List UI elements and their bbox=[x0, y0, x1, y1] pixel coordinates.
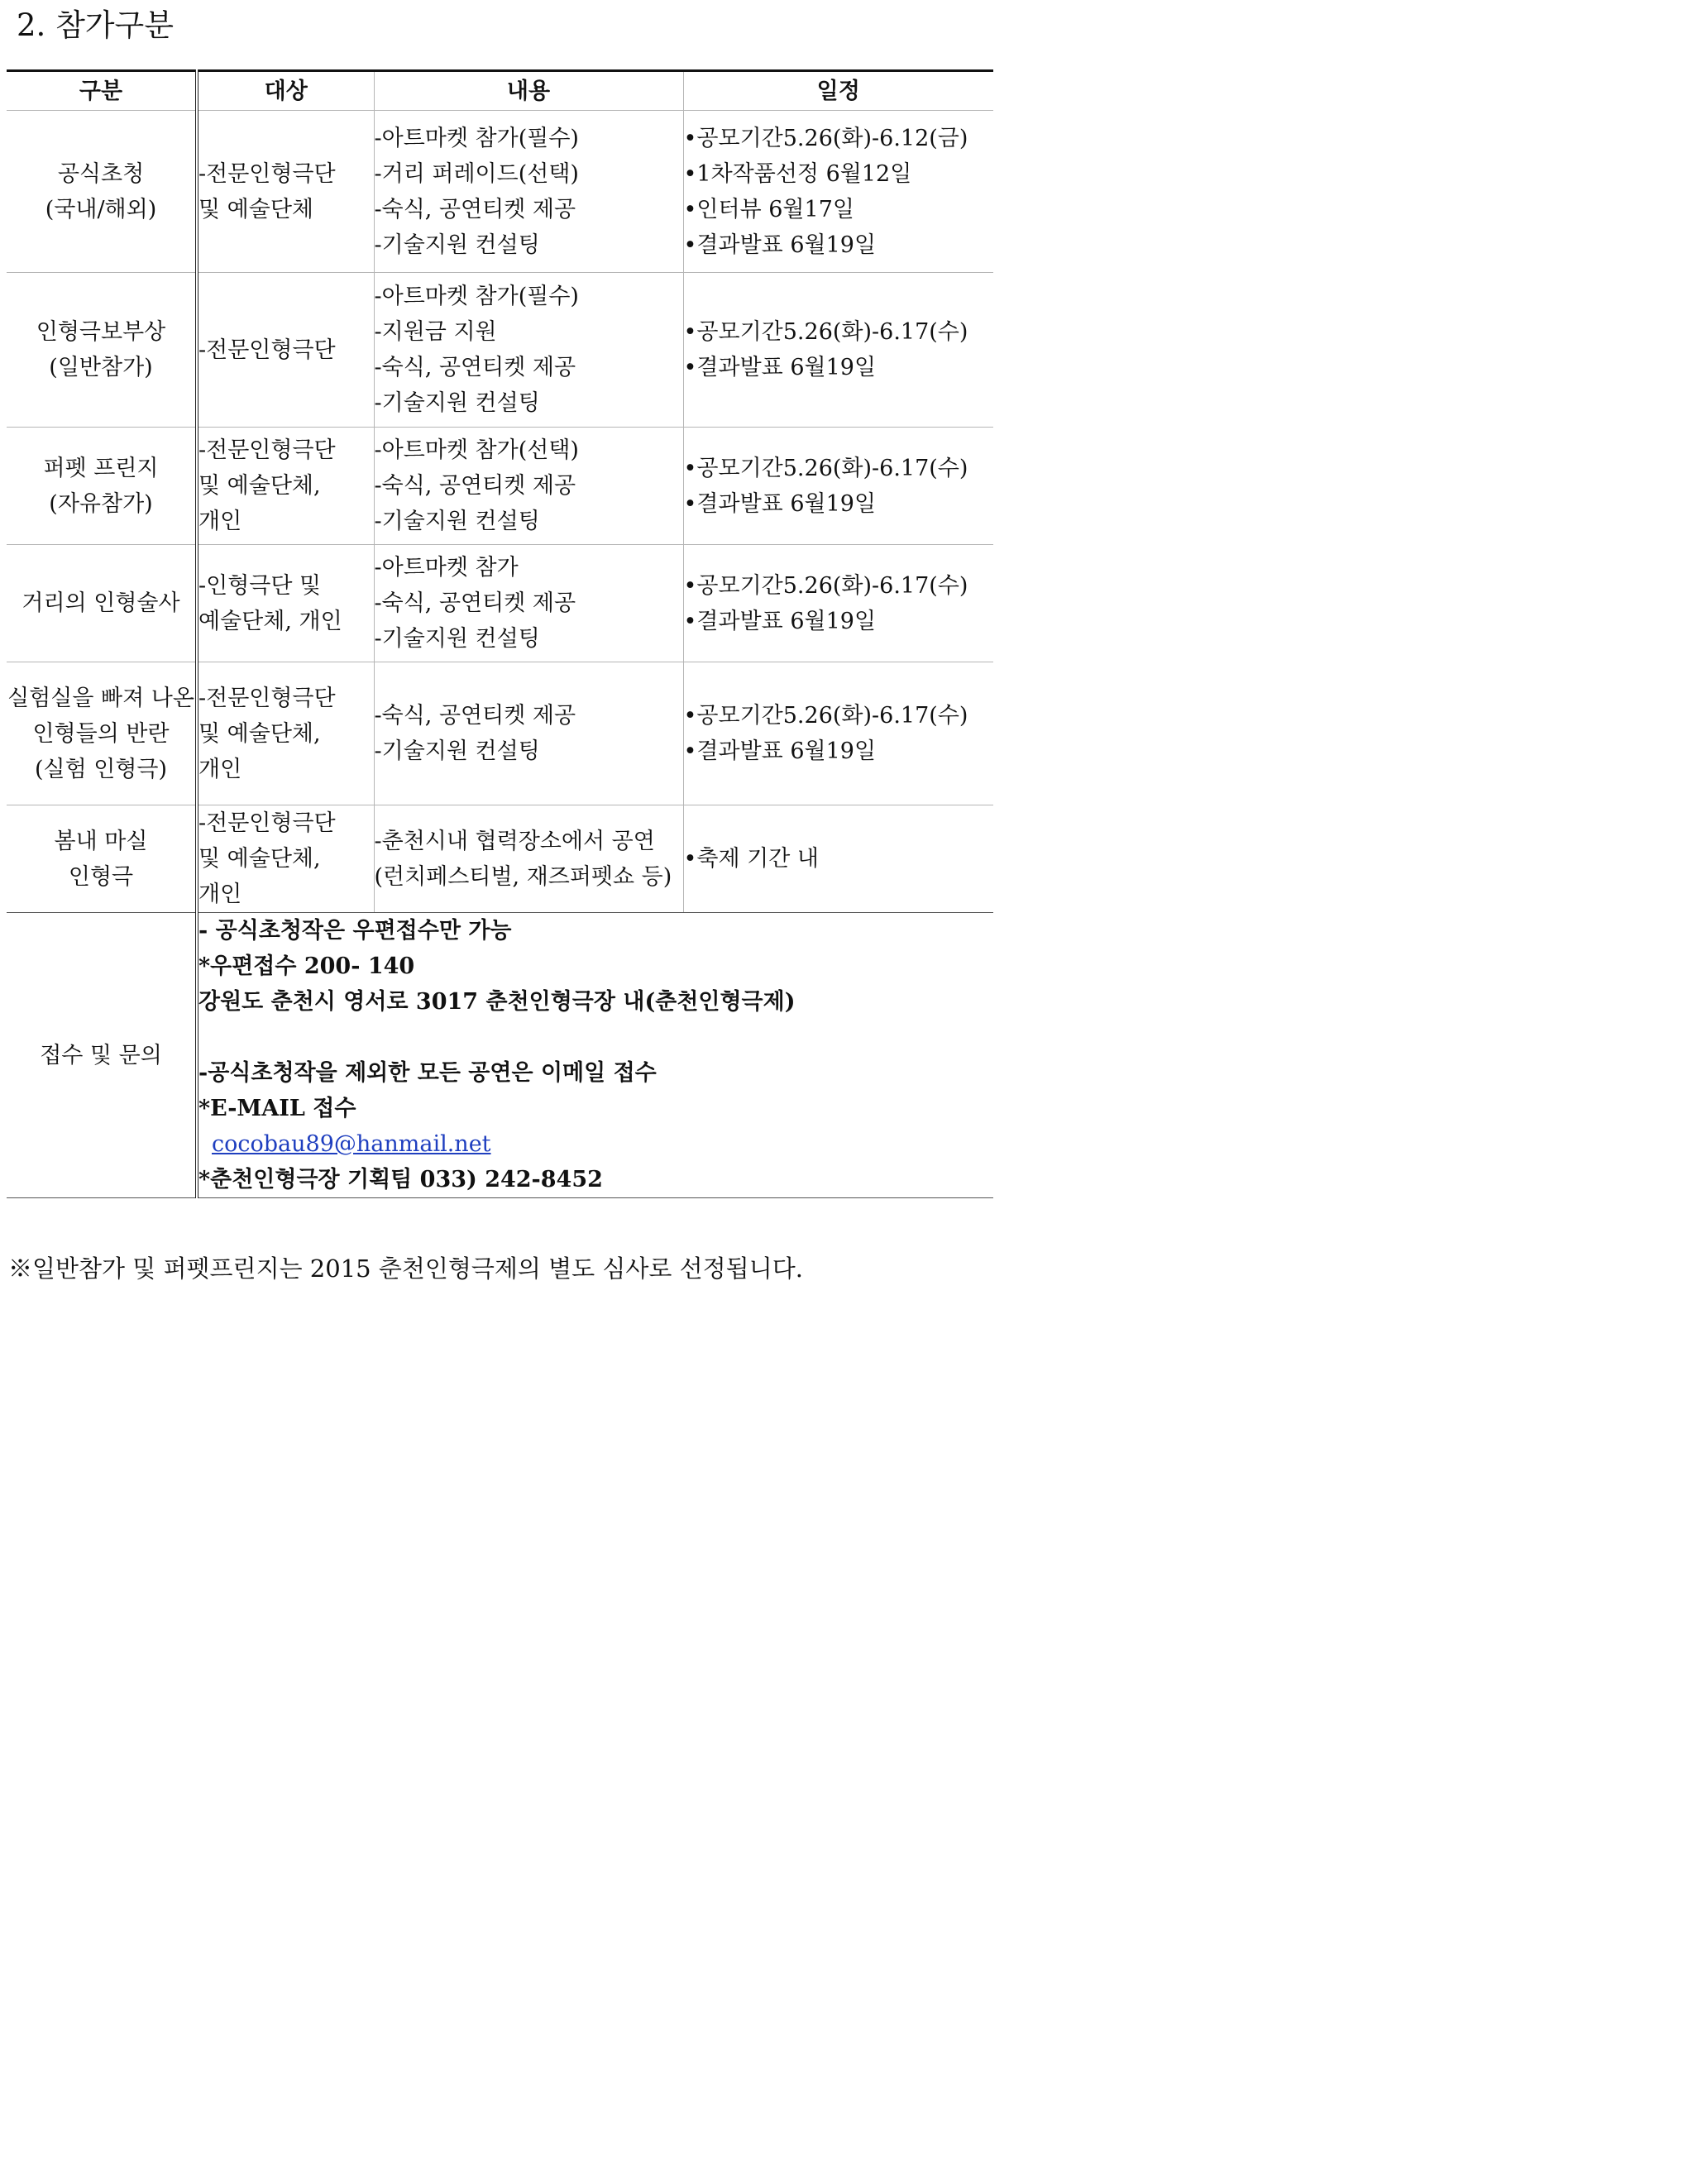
row-target-line: -전문인형극단 bbox=[198, 437, 336, 463]
row-schedule-line: •공모기간5.26(화)-6.17(수) bbox=[683, 703, 968, 729]
row-category-line: 거리의 인형술사 bbox=[22, 590, 180, 616]
table-header-row bbox=[7, 71, 993, 111]
row-target-line: 및 예술단체, bbox=[198, 846, 321, 872]
row-content-line: -숙식, 공연티켓 제공 bbox=[374, 355, 576, 380]
contact-phone: *춘천인형극장 기획팀 033) 242-8452 bbox=[198, 1167, 603, 1192]
row-category-line: (자유참가) bbox=[49, 490, 153, 517]
row-category bbox=[7, 545, 197, 662]
row-category-line: 봄내 마실 bbox=[54, 828, 148, 854]
row-category bbox=[7, 111, 197, 273]
row-schedule-line: •축제 기간 내 bbox=[683, 846, 820, 872]
row-schedule-line: •인터뷰 6월17일 bbox=[683, 196, 854, 222]
participation-table bbox=[7, 69, 993, 1198]
row-content-line: -기술지원 컨설팅 bbox=[374, 626, 540, 652]
row-target bbox=[197, 111, 374, 273]
row-content-line: -숙식, 공연티켓 제공 bbox=[374, 473, 576, 499]
contact-row bbox=[7, 913, 993, 1198]
row-content-line: (런치페스티벌, 재즈퍼펫쇼 등) bbox=[374, 863, 672, 890]
row-target-line: 및 예술단체, bbox=[198, 720, 321, 747]
row-target-line: -전문인형극단 bbox=[198, 685, 336, 711]
row-category-line: 인형들의 반란 bbox=[32, 720, 170, 747]
row-category-line: 실험실을 빠져 나온 bbox=[7, 685, 194, 711]
row-schedule bbox=[683, 273, 993, 428]
row-target-line: -인형극단 및 bbox=[198, 572, 322, 599]
contact-category: 접수 및 문의 bbox=[7, 913, 197, 1198]
contact-email-rule: -공식초청작을 제외한 모든 공연은 이메일 접수 bbox=[198, 1060, 657, 1086]
contact-spacer bbox=[198, 1020, 993, 1055]
contact-post-only: - 공식초청작은 우편접수만 가능 bbox=[198, 918, 512, 944]
row-schedule bbox=[683, 545, 993, 662]
row-category-line: (일반참가) bbox=[49, 355, 153, 380]
row-target-line: 및 예술단체, bbox=[198, 473, 321, 499]
row-target bbox=[197, 428, 374, 545]
row-schedule-line: •결과발표 6월19일 bbox=[683, 738, 877, 764]
header-category: 구분 bbox=[7, 71, 197, 111]
row-content-line: -춘천시내 협력장소에서 공연 bbox=[374, 828, 655, 854]
row-schedule bbox=[683, 428, 993, 545]
row-target-line: -전문인형극단 bbox=[198, 337, 336, 363]
row-schedule-line: •결과발표 6월19일 bbox=[683, 490, 877, 517]
table-row bbox=[7, 545, 993, 662]
row-category bbox=[7, 273, 197, 428]
contact-address: 강원도 춘천시 영서로 3017 춘천인형극장 내(춘천인형극제) bbox=[198, 989, 796, 1015]
table-row bbox=[7, 428, 993, 545]
row-content bbox=[374, 428, 683, 545]
row-schedule-line: •결과발표 6월19일 bbox=[683, 355, 877, 380]
contact-post-code: *우편접수 200- 140 bbox=[198, 953, 415, 979]
row-content bbox=[374, 545, 683, 662]
row-content-line: -기술지원 컨설팅 bbox=[374, 232, 540, 258]
table-row bbox=[7, 273, 993, 428]
row-content-line: -거리 퍼레이드(선택) bbox=[374, 160, 579, 187]
contact-email-link[interactable]: cocobau89@hanmail.net bbox=[212, 1131, 491, 1157]
row-category-line: 퍼펫 프린지 bbox=[43, 455, 159, 481]
contact-info bbox=[197, 913, 993, 1198]
row-target-line: -전문인형극단 bbox=[198, 160, 336, 187]
table-row bbox=[7, 111, 993, 273]
row-target-line: 개인 bbox=[198, 882, 242, 907]
row-category-line: 공식초청 bbox=[57, 160, 145, 187]
header-content: 내용 bbox=[374, 71, 683, 111]
header-schedule: 일정 bbox=[683, 71, 993, 111]
row-content-line: -지원금 지원 bbox=[374, 319, 497, 345]
row-schedule-line: •공모기간5.26(화)-6.12(금) bbox=[683, 125, 968, 151]
row-content-line: -숙식, 공연티켓 제공 bbox=[374, 703, 576, 729]
row-category-line: 인형극보부상 bbox=[36, 319, 166, 345]
header-target: 대상 bbox=[197, 71, 374, 111]
row-content-line: -기술지원 컨설팅 bbox=[374, 390, 540, 416]
row-content bbox=[374, 111, 683, 273]
row-content bbox=[374, 662, 683, 805]
section-title: 2. 참가구분 bbox=[17, 7, 175, 43]
table-row bbox=[7, 805, 993, 913]
row-schedule-line: •결과발표 6월19일 bbox=[683, 232, 877, 258]
row-target bbox=[197, 545, 374, 662]
footnote: ※일반참가 및 퍼펫프린지는 2015 춘천인형극제의 별도 심사로 선정됩니다. bbox=[8, 1254, 803, 1283]
row-content bbox=[374, 273, 683, 428]
row-target-line: 개인 bbox=[198, 756, 242, 782]
row-content-line: -아트마켓 참가(필수) bbox=[374, 284, 579, 309]
row-category bbox=[7, 428, 197, 545]
row-target bbox=[197, 273, 374, 428]
row-category bbox=[7, 805, 197, 913]
row-content-line: -숙식, 공연티켓 제공 bbox=[374, 196, 576, 222]
table-row bbox=[7, 662, 993, 805]
row-category-line: (국내/해외) bbox=[45, 196, 157, 222]
row-target-line: 예술단체, 개인 bbox=[198, 608, 342, 634]
row-schedule-line: •1차작품선정 6월12일 bbox=[683, 160, 912, 187]
row-target-line: -전문인형극단 bbox=[198, 810, 336, 836]
row-content-line: -기술지원 컨설팅 bbox=[374, 509, 540, 534]
row-content-line: -기술지원 컨설팅 bbox=[374, 738, 540, 764]
row-content-line: -숙식, 공연티켓 제공 bbox=[374, 590, 576, 616]
row-target bbox=[197, 805, 374, 913]
row-schedule-line: •공모기간5.26(화)-6.17(수) bbox=[683, 319, 968, 345]
row-schedule bbox=[683, 111, 993, 273]
row-content-line: -아트마켓 참가 bbox=[374, 555, 519, 581]
row-category-line: 인형극 bbox=[68, 863, 134, 890]
row-target-line: 및 예술단체 bbox=[198, 196, 313, 222]
row-target bbox=[197, 662, 374, 805]
row-content-line: -아트마켓 참가(필수) bbox=[374, 125, 579, 151]
contact-email-label: *E-MAIL 접수 bbox=[198, 1096, 356, 1121]
row-content-line: -아트마켓 참가(선택) bbox=[374, 437, 579, 463]
row-category-line: (실험 인형극) bbox=[34, 756, 168, 782]
row-schedule-line: •공모기간5.26(화)-6.17(수) bbox=[683, 455, 968, 481]
row-schedule bbox=[683, 662, 993, 805]
row-category bbox=[7, 662, 197, 805]
row-schedule bbox=[683, 805, 993, 913]
table-body bbox=[7, 111, 993, 913]
row-content bbox=[374, 805, 683, 913]
row-target-line: 개인 bbox=[198, 509, 242, 534]
row-schedule-line: •공모기간5.26(화)-6.17(수) bbox=[683, 572, 968, 599]
row-schedule-line: •결과발표 6월19일 bbox=[683, 608, 877, 634]
